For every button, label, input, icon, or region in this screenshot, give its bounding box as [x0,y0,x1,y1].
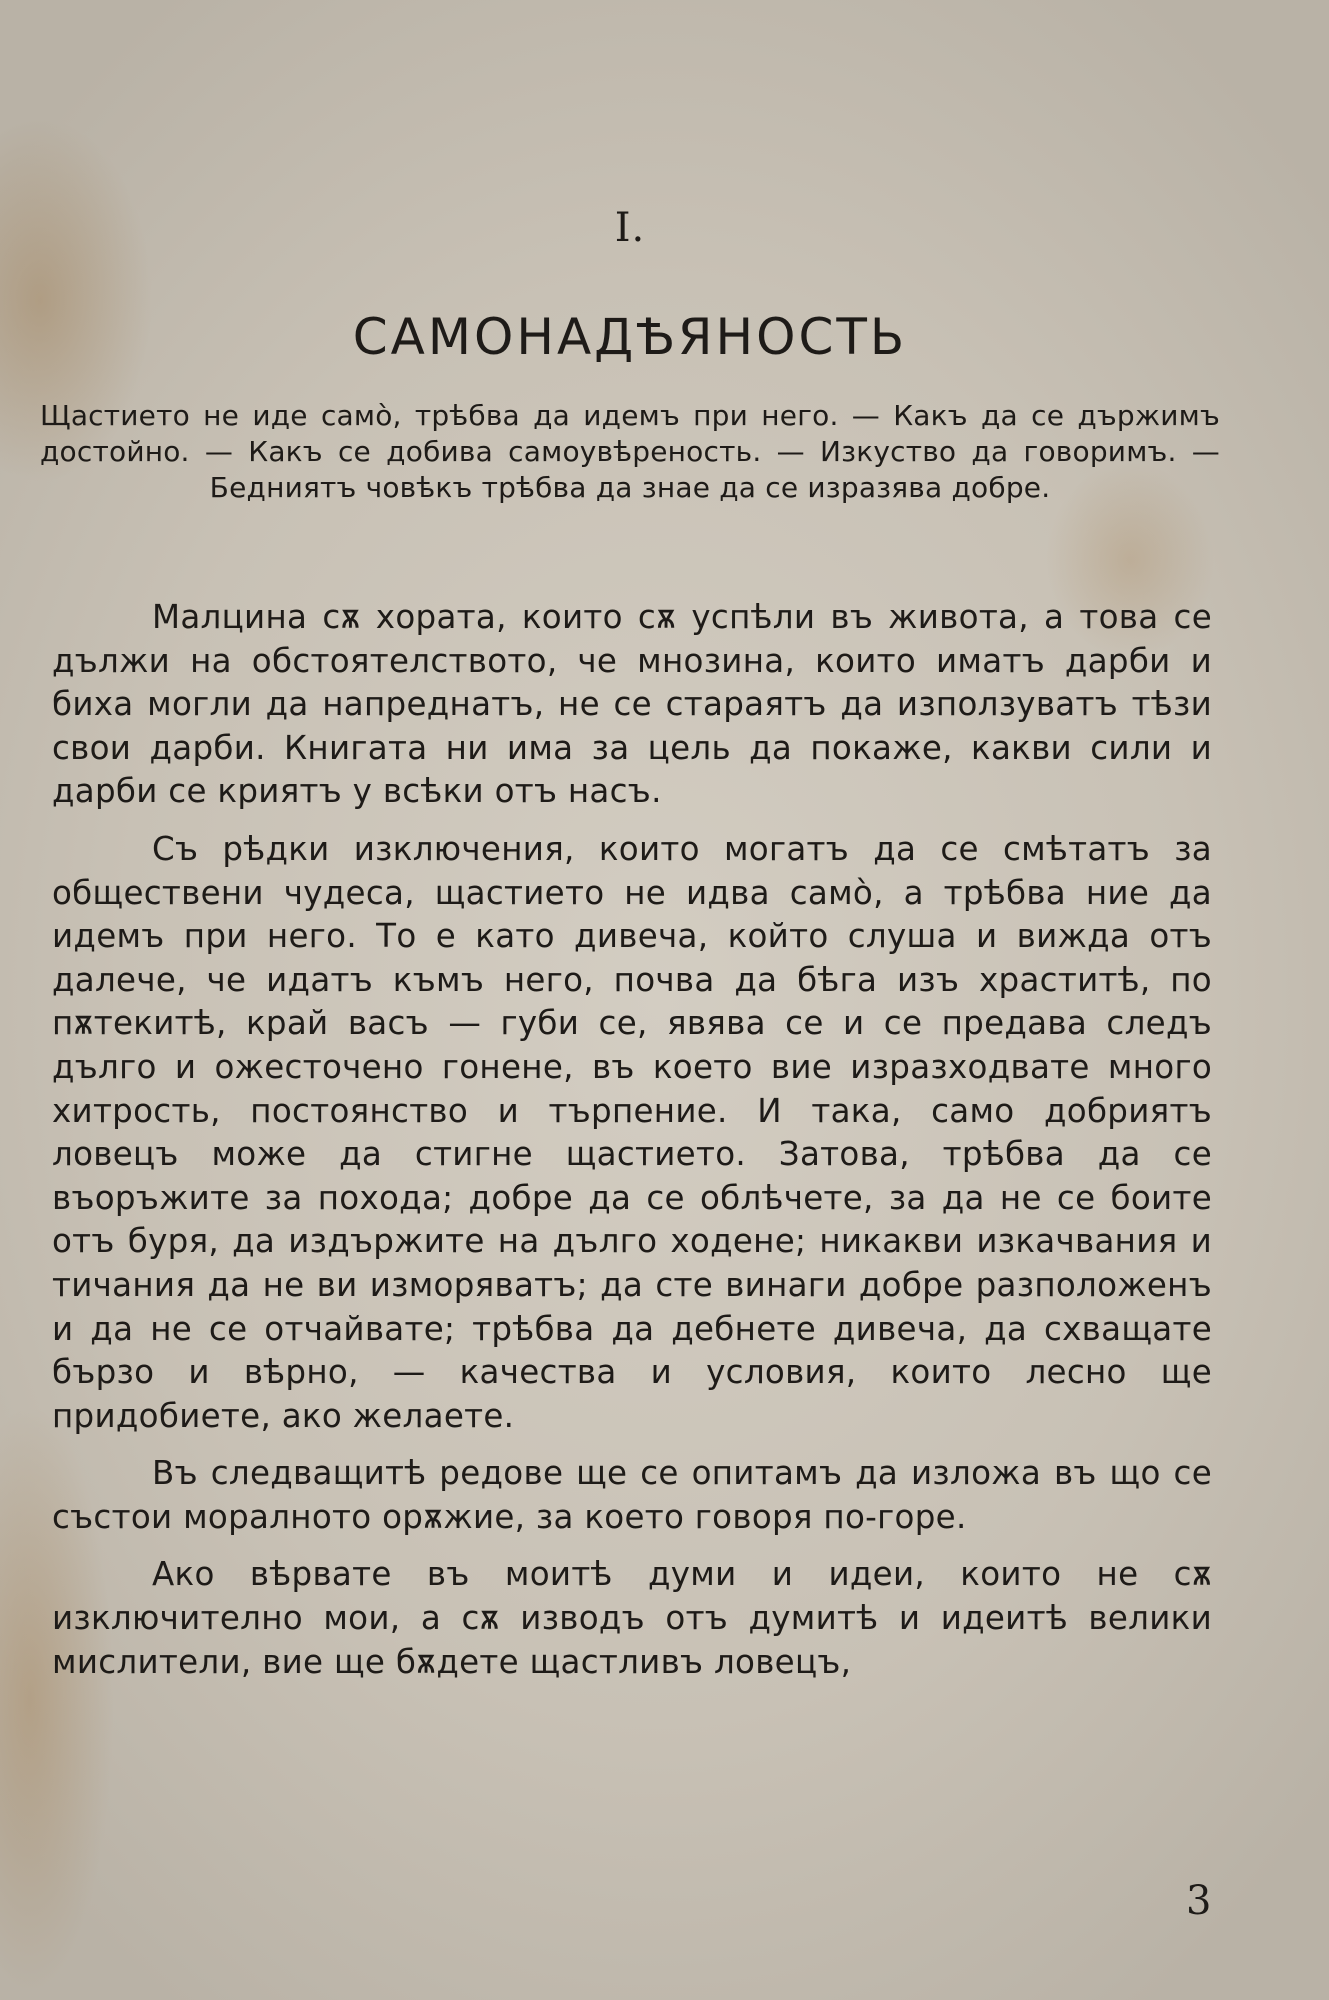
paragraph: Въ следващитѣ редове ще се опитамъ да изложа въ що се състои моралното орѫжие, за което говоря по-горе. [52,1454,1212,1536]
chapter-number: I. [614,205,646,251]
paragraph: Съ рѣдки изключения, които могатъ да се смѣтатъ за обществени чудеса, щастието не идва само̀, а трѣбва ние да идемъ при него. То е като дивеча, който слуша и вижда отъ далече, че идатъ къмъ него, почва да бѣга изъ храститѣ, по пѫтекитѣ, край васъ — губи се, явява се и се предава следъ дълго и ожесточено гонене, въ което вие изразходвате много хитрость, постоянство и търпение. И така, само добриятъ ловецъ може да стигне щастието. Затова, трѣбва да се въоръжите за похода; добре да се облѣчете, за да не се боите отъ буря, да издържите на дълго ходене; никакви изкачвания и тичания да не ви изморяватъ; да сте винаги добре разположенъ и да не се отчайвате; трѣбва да дебнете дивеча, да схващате бързо и вѣрно, — качества и условия, които лесно ще придобиете, ако желаете. [52,829,1212,1435]
paragraph: Малцина сѫ хората, които сѫ успѣли въ живота, а това се дължи на обстоятелството, че мнозина, които иматъ дарби и биха могли да напреднатъ, не се стараятъ да използуватъ тѣзи свои дарби. Книгата ни има за цель да покаже, какви сили и дарби се криятъ у всѣки отъ насъ. [52,598,1212,811]
chapter-title: САМОНАДѢЯНОСТЬ [352,308,908,366]
chapter-summary: Щастието не иде само̀, трѣбва да идемъ при него. — Какъ да се държимъ достойно. — Какъ се добива самоувѣреность. — Изкуство да говоримъ. — Бедниятъ човѣкъ трѣбва да знае да се изразява добре. [40,399,1220,504]
page-number: 3 [1186,1878,1212,1924]
paragraph: Ако вѣрвате въ моитѣ думи и идеи, които не сѫ изключително мои, а сѫ изводъ отъ думитѣ и идеитѣ велики мислители, вие ще бѫдете щастливъ ловецъ, [52,1555,1212,1681]
body-text [52,596,1212,1698]
